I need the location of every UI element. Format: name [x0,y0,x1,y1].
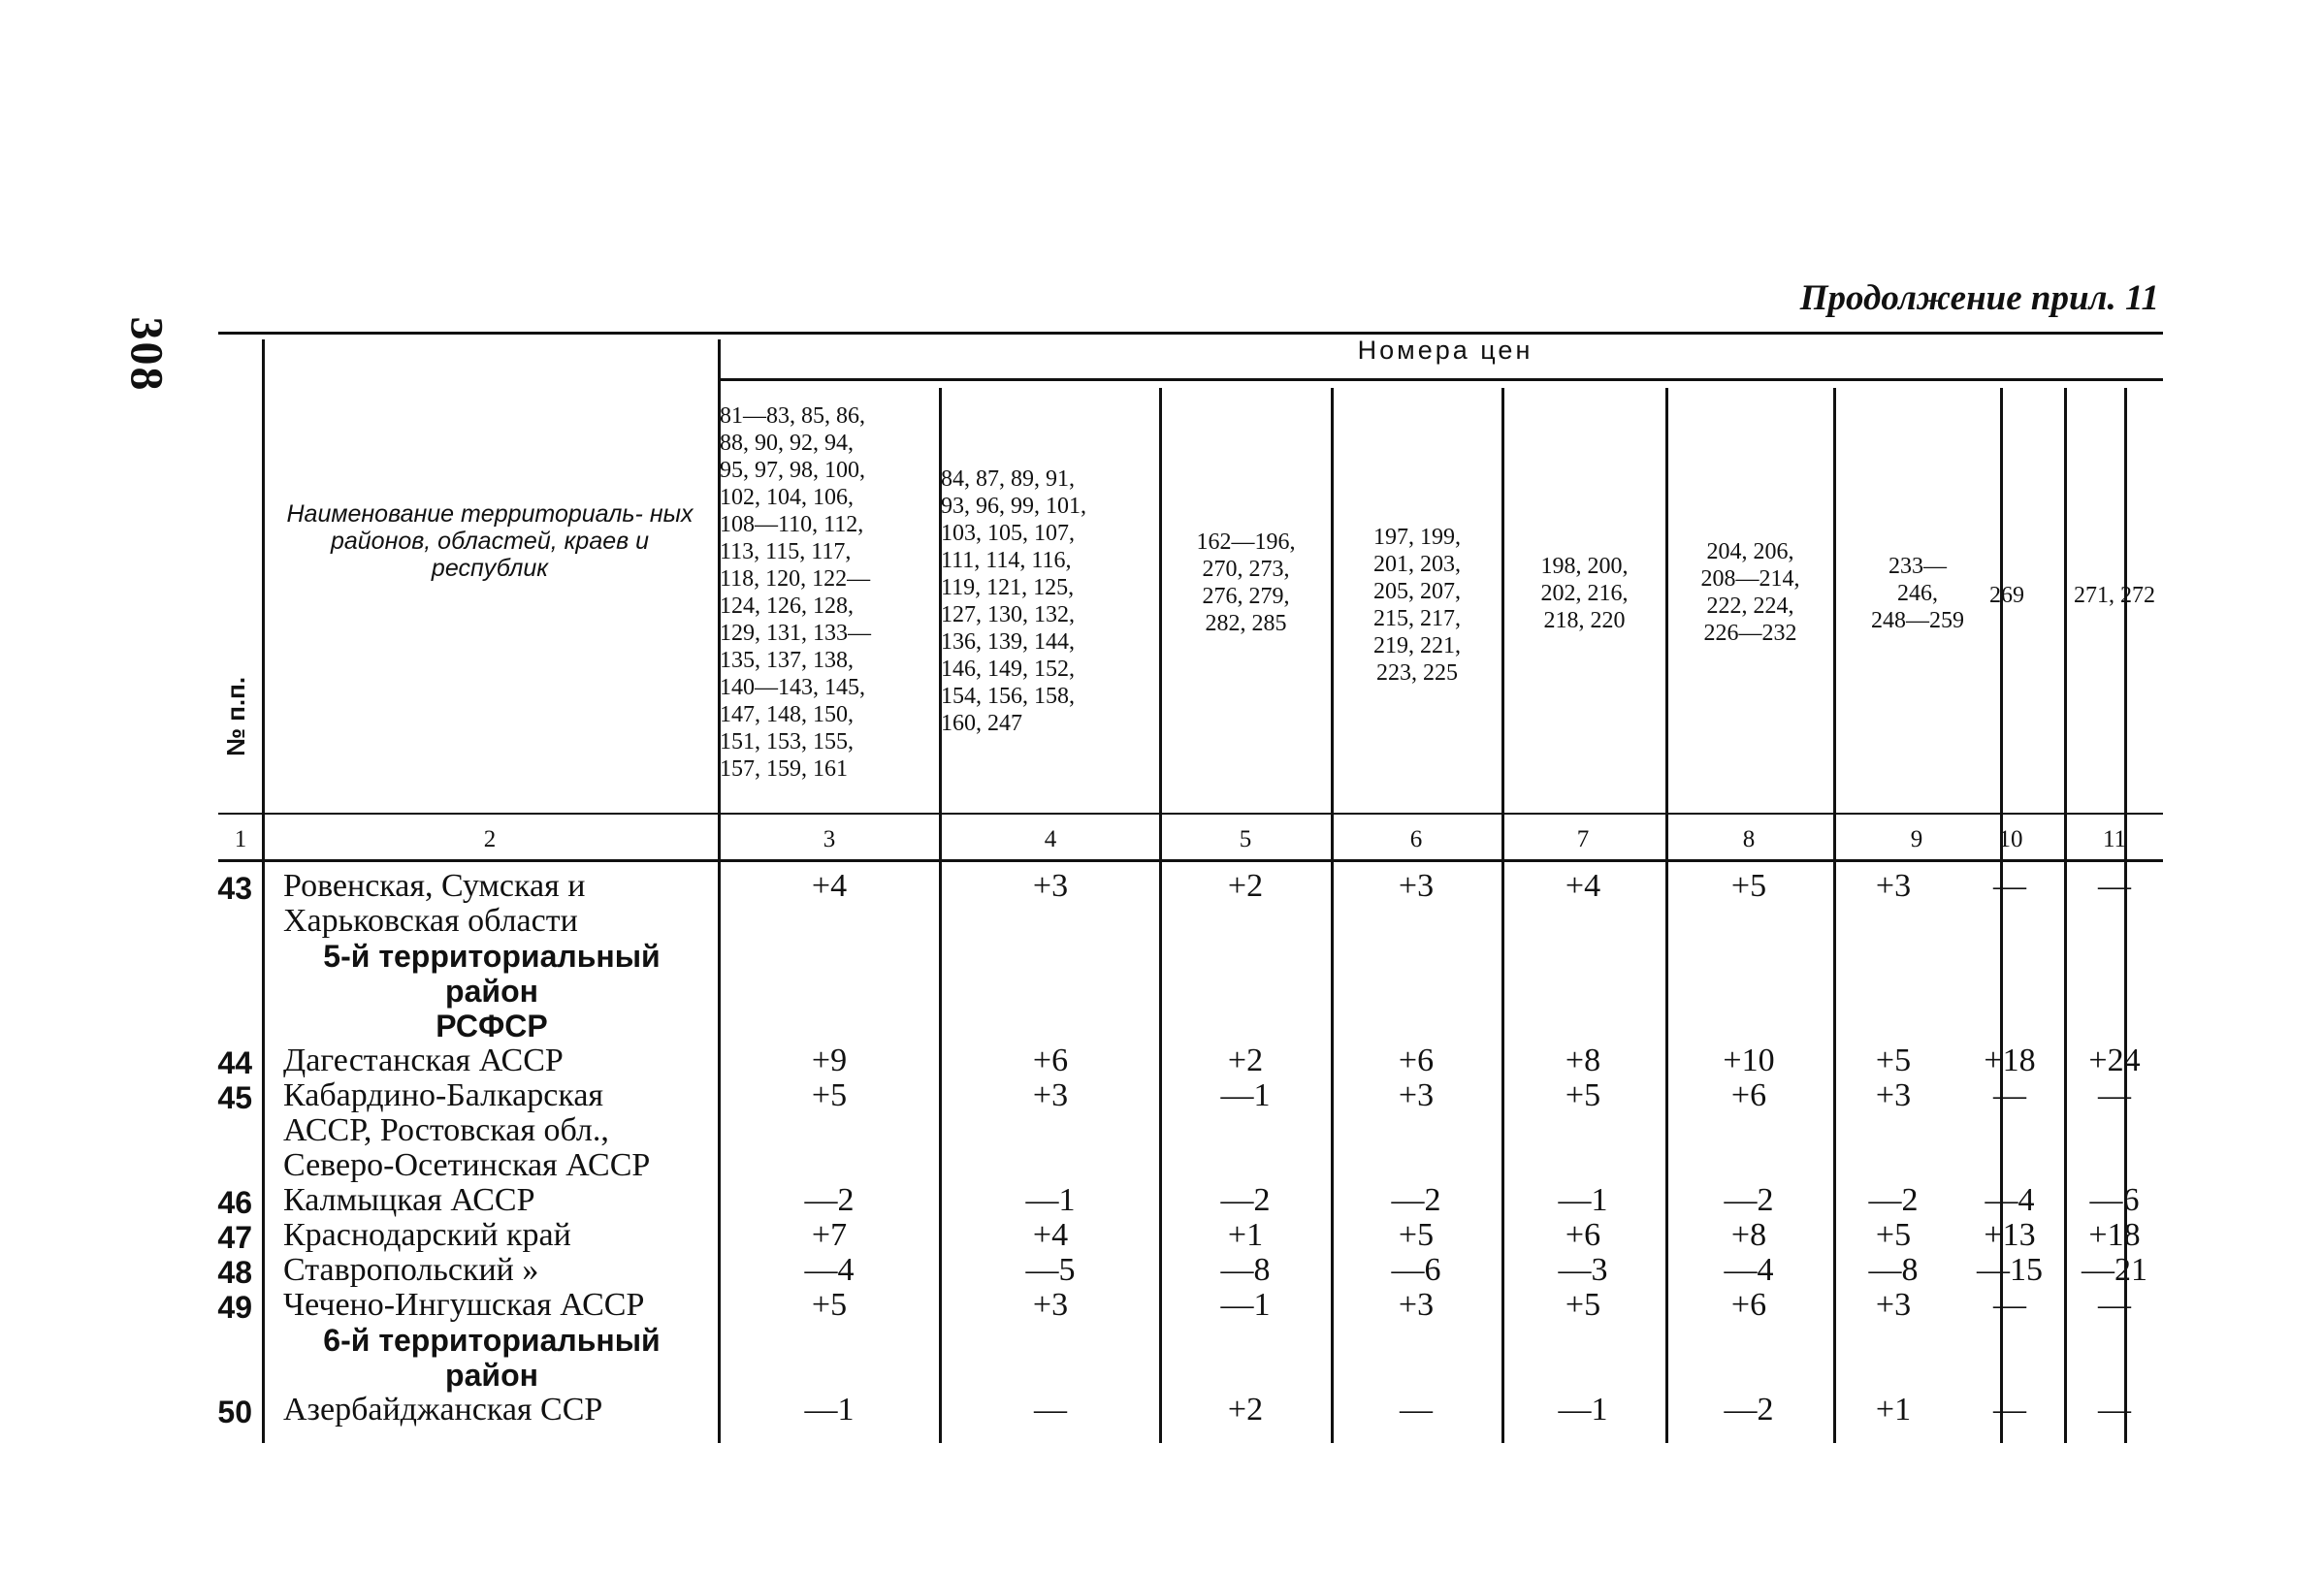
price-adjustment: —1 [804,1392,855,1428]
region-name: Азербайджанская ССР [283,1392,603,1428]
price-group-header: 233— 246, 248—259 [1871,554,1964,633]
column-index: 1 [234,826,247,852]
price-group-header: 269 [1989,583,2024,608]
price-adjustment: — [1993,868,2026,904]
column-index: 4 [1044,826,1057,852]
price-adjustment: +3 [1875,1287,1912,1323]
price-adjustment: +2 [1227,1043,1264,1078]
price-adjustment: +8 [1565,1043,1601,1078]
price-adjustment: —4 [804,1252,855,1288]
row-number: 46 [217,1185,252,1220]
price-adjustment: +6 [1565,1217,1601,1253]
row-number: 49 [217,1290,252,1325]
price-adjustment: +3 [1398,868,1435,904]
price-group-header: 271, 272 [2074,583,2155,608]
column-index: 8 [1742,826,1756,852]
row-number: 44 [217,1045,252,1080]
price-adjustment: +3 [1875,868,1912,904]
price-adjustment: —3 [1558,1252,1608,1288]
row-number: 48 [217,1255,252,1290]
price-adjustment: +4 [811,868,848,904]
price-adjustment: +5 [1565,1077,1601,1113]
column-index: 2 [483,826,497,852]
price-adjustment: —8 [1868,1252,1919,1288]
price-adjustment: —1 [1558,1182,1608,1218]
price-adjustment: +6 [1730,1287,1767,1323]
price-adjustment: +3 [1032,1287,1069,1323]
price-group-header: 204, 206, 208—214, 222, 224, 226—232 [1700,539,1800,646]
price-adjustment: —6 [1391,1252,1441,1288]
price-adjustment: +5 [811,1287,848,1323]
price-adjustment: +2 [1227,868,1264,904]
column-index: 7 [1576,826,1590,852]
price-adjustment: +6 [1032,1043,1069,1078]
column-rule [262,339,265,1443]
price-adjustment: — [2098,1077,2131,1113]
price-adjustment: —2 [1724,1182,1774,1218]
region-name: Чечено-Ингушская АССР [283,1287,645,1323]
price-adjustment: +9 [811,1043,848,1078]
price-adjustment: +5 [1875,1043,1912,1078]
price-adjustment: —21 [2082,1252,2147,1288]
price-group-header: 162—196, 270, 273, 276, 279, 282, 285 [1196,529,1296,636]
price-adjustment: +24 [2088,1043,2141,1078]
region-name: Ставропольский » [283,1252,539,1288]
price-adjustment: +8 [1730,1217,1767,1253]
price-adjustment: +1 [1875,1392,1912,1428]
price-adjustment: — [1993,1077,2026,1113]
region-name: Калмыцкая АССР [283,1182,535,1218]
column-rule [1833,388,1836,1443]
price-adjustment: —4 [1724,1252,1774,1288]
prices-header: Номера цен [1357,336,1533,365]
price-adjustment: +6 [1730,1077,1767,1113]
price-adjustment: —1 [1220,1287,1271,1323]
price-adjustment: —4 [1985,1182,2035,1218]
price-adjustment: +3 [1875,1077,1912,1113]
price-adjustment: +6 [1398,1043,1435,1078]
price-adjustment: +3 [1398,1287,1435,1323]
price-adjustment: —15 [1977,1252,2043,1288]
price-adjustment: +5 [1730,868,1767,904]
header-bottom-rule [218,859,2163,862]
price-adjustment: +10 [1723,1043,1775,1078]
price-adjustment: +5 [811,1077,848,1113]
price-group-header: 81—83, 85, 86, 88, 90, 92, 94, 95, 97, 98, 100, 102, 104, 106, 108—110, 112, 113, 115, 117, 118, 120, 122— 124, 126, 128, 129, 131, 133— 135, 137, 138, 140—143, 145, 147, 148, 150, 151, 153, 155, 157, 159, 161 [720,403,871,782]
price-adjustment: — [1400,1392,1433,1428]
column-index: 6 [1409,826,1423,852]
price-group-header: 84, 87, 89, 91, 93, 96, 99, 101, 103, 105, 107, 111, 114, 116, 119, 121, 125, 127, 130, 132, 136, 139, 144, 146, 149, 152, 154, 156, 158, 160, 247 [941,466,1086,736]
section-heading: 6-й территориальный район [323,1323,661,1393]
row-number-header: № п.п. [221,676,250,756]
continuation-heading: Продолжение прил. 11 [1799,278,2159,318]
region-name: Кабардино-Балкарская АССР, Ростовская обл., Северо-Осетинская АССР [283,1077,651,1183]
price-adjustment: +5 [1398,1217,1435,1253]
index-rule [218,813,2163,815]
name-column-header: Наименование территориаль- ных районов, областей, краев и республик [286,500,694,582]
price-adjustment: —6 [2089,1182,2140,1218]
price-adjustment: —1 [1220,1077,1271,1113]
price-adjustment: — [2098,868,2131,904]
region-name: Дагестанская АССР [283,1043,564,1078]
column-index: 5 [1239,826,1252,852]
price-adjustment: —2 [804,1182,855,1218]
column-index: 3 [823,826,836,852]
price-adjustment: +5 [1565,1287,1601,1323]
price-adjustment: +5 [1875,1217,1912,1253]
price-group-header: 198, 200, 202, 216, 218, 220 [1540,554,1629,633]
price-adjustment: +3 [1032,1077,1069,1113]
price-adjustment: +18 [1984,1043,2036,1078]
price-adjustment: — [2098,1287,2131,1323]
price-adjustment: — [1993,1392,2026,1428]
row-number: 47 [217,1220,252,1255]
row-number: 45 [217,1080,252,1115]
price-adjustment: —2 [1220,1182,1271,1218]
region-name: Краснодарский край [283,1217,571,1253]
price-adjustment: —2 [1391,1182,1441,1218]
price-adjustment: —2 [1868,1182,1919,1218]
price-adjustment: — [1034,1392,1067,1428]
page-number: 308 [120,316,173,393]
price-adjustment: +7 [811,1217,848,1253]
price-adjustment: +3 [1032,868,1069,904]
price-adjustment: +3 [1398,1077,1435,1113]
price-adjustment: —1 [1025,1182,1076,1218]
price-adjustment: —8 [1220,1252,1271,1288]
price-adjustment: +18 [2088,1217,2141,1253]
price-adjustment: +2 [1227,1392,1264,1428]
column-index: 11 [2102,826,2127,852]
column-index: 10 [1998,826,2023,852]
price-adjustment: —5 [1025,1252,1076,1288]
price-adjustment: +4 [1565,868,1601,904]
price-adjustment: — [1993,1287,2026,1323]
price-adjustment: —1 [1558,1392,1608,1428]
price-adjustment: +4 [1032,1217,1069,1253]
row-number: 50 [217,1395,252,1429]
column-rule [1501,388,1504,1443]
price-adjustment: +1 [1227,1217,1264,1253]
column-index: 9 [1910,826,1923,852]
price-adjustment: +13 [1984,1217,2036,1253]
prices-rule [718,378,2163,381]
price-adjustment: —2 [1724,1392,1774,1428]
section-heading: 5-й территориальный район РСФСР [323,939,661,1043]
price-group-header: 197, 199, 201, 203, 205, 207, 215, 217, 219, 221, 223, 225 [1373,525,1461,686]
region-name: Ровенская, Сумская и Харьковская области [283,868,586,939]
row-number: 43 [217,871,252,906]
top-rule [218,332,2163,335]
price-adjustment: — [2098,1392,2131,1428]
